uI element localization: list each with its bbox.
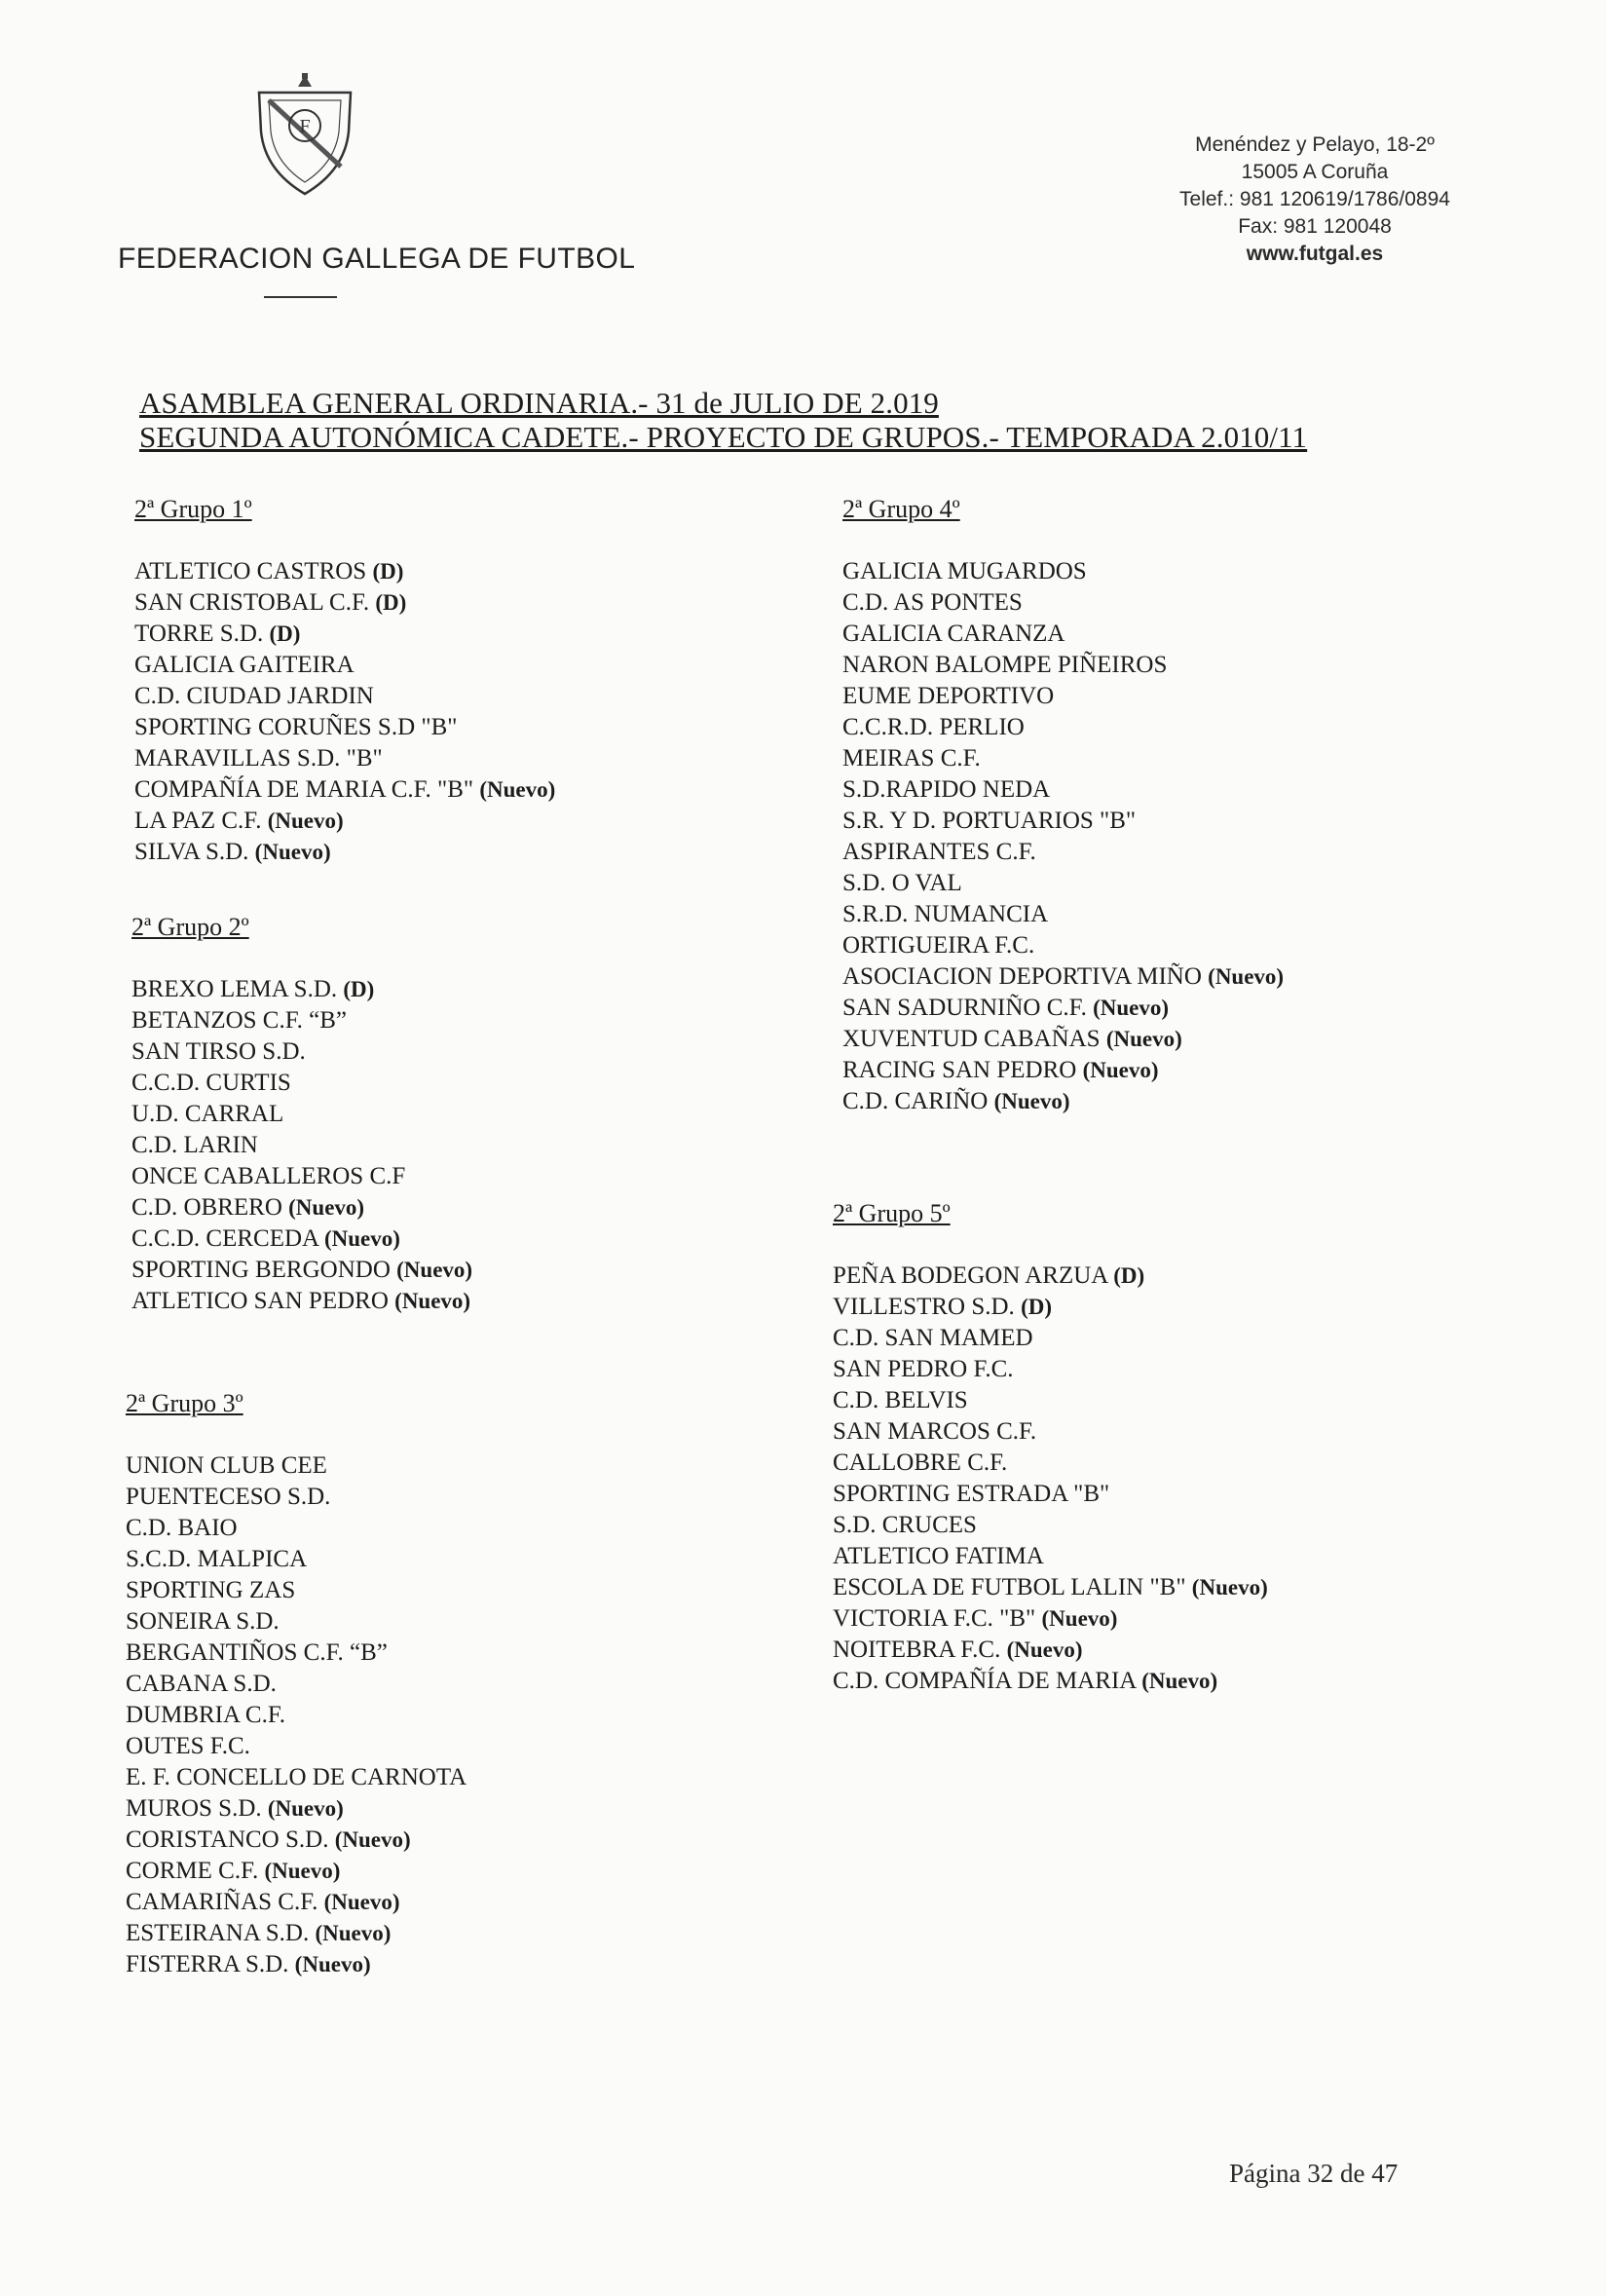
team-name: S.R.D. NUMANCIA bbox=[842, 901, 1049, 927]
team-row bbox=[131, 1255, 472, 1286]
team-row bbox=[842, 837, 1284, 868]
team-status-tag: (Nuevo) bbox=[479, 777, 556, 802]
team-name: XUVENTUD CABAÑAS bbox=[842, 1026, 1101, 1052]
team-row bbox=[833, 1448, 1268, 1479]
divider bbox=[264, 296, 337, 298]
page-number: Página 32 de 47 bbox=[1229, 2159, 1399, 2188]
team-name: SPORTING BERGONDO bbox=[131, 1257, 391, 1283]
group-heading: 2ª Grupo 1º bbox=[134, 495, 252, 523]
team-row bbox=[842, 899, 1284, 930]
team-row bbox=[134, 743, 555, 774]
team-row bbox=[842, 650, 1284, 681]
website-link[interactable]: www.futgal.es bbox=[1246, 243, 1384, 265]
team-row bbox=[131, 1036, 472, 1068]
team-row bbox=[134, 774, 555, 806]
team-row bbox=[126, 1918, 467, 1949]
team-status-tag: (Nuevo) bbox=[267, 809, 344, 833]
team-name: VICTORIA F.C. "B" bbox=[833, 1605, 1036, 1632]
federation-name: FEDERACION GALLEGA DE FUTBOL bbox=[118, 243, 636, 275]
team-name: C.D. BAIO bbox=[126, 1515, 238, 1541]
team-name: RACING SAN PEDRO bbox=[842, 1057, 1077, 1083]
team-name: NOITEBRA F.C. bbox=[833, 1637, 1001, 1663]
team-name: SPORTING ESTRADA "B" bbox=[833, 1481, 1110, 1507]
team-name: C.D. BELVIS bbox=[833, 1387, 968, 1413]
team-name: C.D. LARIN bbox=[131, 1132, 258, 1158]
team-row bbox=[131, 1223, 472, 1255]
group-heading: 2ª Grupo 4º bbox=[842, 495, 960, 523]
team-row bbox=[126, 1762, 467, 1793]
team-status-tag: (Nuevo) bbox=[1041, 1606, 1118, 1631]
team-name: ATLETICO FATIMA bbox=[833, 1543, 1044, 1569]
team-row bbox=[842, 1055, 1284, 1086]
team-status-tag: (D) bbox=[343, 977, 375, 1001]
team-status-tag: (Nuevo) bbox=[334, 1827, 411, 1852]
team-row bbox=[131, 1161, 472, 1192]
team-status-tag: (Nuevo) bbox=[394, 1289, 471, 1313]
team-name: S.D. CRUCES bbox=[833, 1512, 977, 1538]
team-status-tag: (Nuevo) bbox=[1141, 1669, 1218, 1693]
team-row bbox=[131, 1192, 472, 1223]
group-heading: 2ª Grupo 2º bbox=[131, 913, 249, 941]
team-row bbox=[126, 1700, 467, 1731]
team-status-tag: (Nuevo) bbox=[267, 1796, 344, 1821]
team-status-tag: (Nuevo) bbox=[315, 1921, 392, 1945]
team-row bbox=[833, 1666, 1268, 1697]
team-row bbox=[842, 961, 1284, 993]
team-name: SONEIRA S.D. bbox=[126, 1608, 280, 1635]
team-name: BREXO LEMA S.D. bbox=[131, 976, 338, 1002]
team-status-tag: (Nuevo) bbox=[294, 1952, 371, 1976]
assembly-title: ASAMBLEA GENERAL ORDINARIA.- 31 de JULIO DE 2.019 bbox=[139, 386, 939, 420]
team-row bbox=[134, 650, 555, 681]
team-row bbox=[134, 556, 555, 587]
team-row bbox=[842, 868, 1284, 899]
team-name: ESTEIRANA S.D. bbox=[126, 1920, 310, 1946]
team-status-tag: (Nuevo) bbox=[323, 1890, 400, 1914]
team-name: BERGANTIÑOS C.F. “B” bbox=[126, 1639, 388, 1666]
team-name: ASOCIACION DEPORTIVA MIÑO bbox=[842, 963, 1202, 990]
team-name: NARON BALOMPE PIÑEIROS bbox=[842, 652, 1168, 678]
federation-crest-logo bbox=[251, 73, 358, 198]
fax: Fax: 981 120048 bbox=[1238, 215, 1392, 238]
team-name: ESCOLA DE FUTBOL LALIN "B" bbox=[833, 1574, 1186, 1600]
group-heading: 2ª Grupo 5º bbox=[833, 1199, 951, 1227]
team-name: ORTIGUEIRA F.C. bbox=[842, 932, 1035, 959]
team-row bbox=[833, 1572, 1268, 1603]
team-name: ASPIRANTES C.F. bbox=[842, 839, 1036, 865]
team-name: PEÑA BODEGON ARZUA bbox=[833, 1262, 1107, 1289]
team-name: C.C.D. CURTIS bbox=[131, 1070, 291, 1096]
team-name: C.C.D. CERCEDA bbox=[131, 1225, 318, 1252]
team-name: BETANZOS C.F. “B” bbox=[131, 1007, 347, 1034]
team-status-tag: (D) bbox=[375, 590, 407, 615]
team-row bbox=[126, 1793, 467, 1825]
team-row bbox=[126, 1887, 467, 1918]
team-status-tag: (Nuevo) bbox=[1093, 996, 1170, 1020]
team-name: SILVA S.D. bbox=[134, 839, 249, 865]
team-name: SAN SADURNIÑO C.F. bbox=[842, 995, 1087, 1021]
team-name: COMPAÑÍA DE MARIA C.F. "B" bbox=[134, 776, 474, 803]
team-name: CALLOBRE C.F. bbox=[833, 1449, 1008, 1476]
team-row bbox=[134, 587, 555, 619]
team-row bbox=[842, 743, 1284, 774]
team-name: SPORTING CORUÑES S.D "B" bbox=[134, 714, 458, 740]
team-name: CORME C.F. bbox=[126, 1858, 259, 1884]
team-row bbox=[833, 1603, 1268, 1635]
team-row bbox=[842, 806, 1284, 837]
team-row bbox=[833, 1541, 1268, 1572]
team-row bbox=[833, 1323, 1268, 1354]
team-row bbox=[842, 619, 1284, 650]
team-row bbox=[126, 1825, 467, 1856]
team-name: SAN PEDRO F.C. bbox=[833, 1356, 1014, 1382]
team-name: CORISTANCO S.D. bbox=[126, 1826, 329, 1853]
team-row bbox=[842, 587, 1284, 619]
team-name: ATLETICO SAN PEDRO bbox=[131, 1288, 389, 1314]
team-row bbox=[833, 1292, 1268, 1323]
team-status-tag: (D) bbox=[269, 621, 301, 646]
team-row bbox=[131, 974, 472, 1005]
team-row bbox=[126, 1513, 467, 1544]
team-row bbox=[131, 1130, 472, 1161]
team-name: C.D. CARIÑO bbox=[842, 1088, 989, 1114]
team-name: FISTERRA S.D. bbox=[126, 1951, 289, 1977]
team-row bbox=[131, 1286, 472, 1317]
team-status-tag: (Nuevo) bbox=[1082, 1058, 1159, 1082]
team-row bbox=[126, 1669, 467, 1700]
team-name: E. F. CONCELLO DE CARNOTA bbox=[126, 1764, 467, 1790]
team-row bbox=[131, 1068, 472, 1099]
competition-title: SEGUNDA AUTONÓMICA CADETE.- PROYECTO DE GRUPOS.- TEMPORADA 2.010/11 bbox=[139, 420, 1308, 454]
team-row bbox=[134, 806, 555, 837]
group-1-list bbox=[134, 494, 555, 868]
team-row bbox=[842, 556, 1284, 587]
team-row bbox=[134, 619, 555, 650]
team-row bbox=[134, 837, 555, 868]
contact-block bbox=[1110, 132, 1519, 268]
team-status-tag: (D) bbox=[1021, 1295, 1052, 1319]
team-name: S.R. Y D. PORTUARIOS "B" bbox=[842, 808, 1137, 834]
team-row bbox=[134, 712, 555, 743]
team-row bbox=[833, 1510, 1268, 1541]
svg-text:F: F bbox=[299, 116, 311, 137]
team-name: MUROS S.D. bbox=[126, 1795, 262, 1822]
team-row bbox=[842, 681, 1284, 712]
team-name: MARAVILLAS S.D. "B" bbox=[134, 745, 383, 772]
team-row bbox=[126, 1450, 467, 1482]
team-row bbox=[126, 1606, 467, 1637]
team-row bbox=[833, 1635, 1268, 1666]
team-name: GALICIA MUGARDOS bbox=[842, 558, 1087, 584]
team-name: C.D. OBRERO bbox=[131, 1194, 282, 1221]
team-row bbox=[833, 1385, 1268, 1416]
team-name: S.D. O VAL bbox=[842, 870, 962, 896]
team-row bbox=[126, 1637, 467, 1669]
team-status-tag: (D) bbox=[372, 559, 404, 583]
team-row bbox=[126, 1575, 467, 1606]
team-name: EUME DEPORTIVO bbox=[842, 683, 1055, 709]
team-row bbox=[131, 1099, 472, 1130]
team-status-tag: (Nuevo) bbox=[1006, 1637, 1083, 1662]
team-name: C.D. CIUDAD JARDIN bbox=[134, 683, 374, 709]
team-row bbox=[833, 1261, 1268, 1292]
team-status-tag: (Nuevo) bbox=[1105, 1027, 1182, 1051]
team-row bbox=[833, 1479, 1268, 1510]
team-name: ONCE CABALLEROS C.F bbox=[131, 1163, 406, 1189]
team-row bbox=[126, 1482, 467, 1513]
team-name: OUTES F.C. bbox=[126, 1733, 250, 1759]
team-status-tag: (Nuevo) bbox=[323, 1226, 400, 1251]
team-row bbox=[126, 1731, 467, 1762]
team-status-tag: (Nuevo) bbox=[1191, 1575, 1268, 1600]
team-row bbox=[842, 1086, 1284, 1117]
team-row bbox=[833, 1354, 1268, 1385]
team-name: GALICIA GAITEIRA bbox=[134, 652, 355, 678]
team-name: UNION CLUB CEE bbox=[126, 1452, 327, 1479]
team-name: C.D. SAN MAMED bbox=[833, 1325, 1033, 1351]
team-name: SPORTING ZAS bbox=[126, 1577, 296, 1603]
team-name: VILLESTRO S.D. bbox=[833, 1294, 1015, 1320]
team-row bbox=[131, 1005, 472, 1036]
team-name: S.D.RAPIDO NEDA bbox=[842, 776, 1051, 803]
team-name: MEIRAS C.F. bbox=[842, 745, 981, 772]
team-row bbox=[842, 930, 1284, 961]
team-status-tag: (Nuevo) bbox=[396, 1258, 473, 1282]
team-row bbox=[842, 712, 1284, 743]
team-status-tag: (Nuevo) bbox=[288, 1195, 365, 1220]
team-row bbox=[134, 681, 555, 712]
team-name: SAN CRISTOBAL C.F. bbox=[134, 589, 370, 616]
team-row bbox=[126, 1949, 467, 1980]
team-name: SAN TIRSO S.D. bbox=[131, 1038, 306, 1065]
team-name: GALICIA CARANZA bbox=[842, 621, 1065, 647]
team-name: C.D. COMPAÑÍA DE MARIA bbox=[833, 1668, 1136, 1694]
group-4-list bbox=[842, 494, 1284, 1117]
group-3-list bbox=[126, 1388, 467, 1980]
team-status-tag: (D) bbox=[1113, 1263, 1145, 1288]
team-name: LA PAZ C.F. bbox=[134, 808, 262, 834]
city: 15005 A Coruña bbox=[1241, 161, 1389, 183]
team-name: C.C.R.D. PERLIO bbox=[842, 714, 1025, 740]
team-row bbox=[842, 774, 1284, 806]
address: Menéndez y Pelayo, 18-2º bbox=[1195, 133, 1435, 156]
team-row bbox=[842, 1024, 1284, 1055]
group-2-list bbox=[131, 912, 472, 1317]
team-status-tag: (Nuevo) bbox=[254, 840, 331, 864]
team-name: ATLETICO CASTROS bbox=[134, 558, 367, 584]
team-status-tag: (Nuevo) bbox=[264, 1859, 341, 1883]
group-5-list bbox=[833, 1198, 1268, 1697]
team-row bbox=[126, 1856, 467, 1887]
team-name: U.D. CARRAL bbox=[131, 1101, 284, 1127]
team-name: DUMBRIA C.F. bbox=[126, 1702, 286, 1728]
team-name: PUENTECESO S.D. bbox=[126, 1484, 331, 1510]
team-name: TORRE S.D. bbox=[134, 621, 264, 647]
team-name: SAN MARCOS C.F. bbox=[833, 1418, 1037, 1445]
team-name: C.D. AS PONTES bbox=[842, 589, 1023, 616]
team-name: CAMARIÑAS C.F. bbox=[126, 1889, 318, 1915]
team-status-tag: (Nuevo) bbox=[1208, 964, 1285, 989]
phone: Telef.: 981 120619/1786/0894 bbox=[1179, 188, 1450, 210]
group-heading: 2ª Grupo 3º bbox=[126, 1389, 243, 1417]
team-row bbox=[833, 1416, 1268, 1448]
team-status-tag: (Nuevo) bbox=[993, 1089, 1070, 1113]
team-row bbox=[126, 1544, 467, 1575]
team-name: CABANA S.D. bbox=[126, 1671, 277, 1697]
team-row bbox=[842, 993, 1284, 1024]
team-name: S.C.D. MALPICA bbox=[126, 1546, 308, 1572]
